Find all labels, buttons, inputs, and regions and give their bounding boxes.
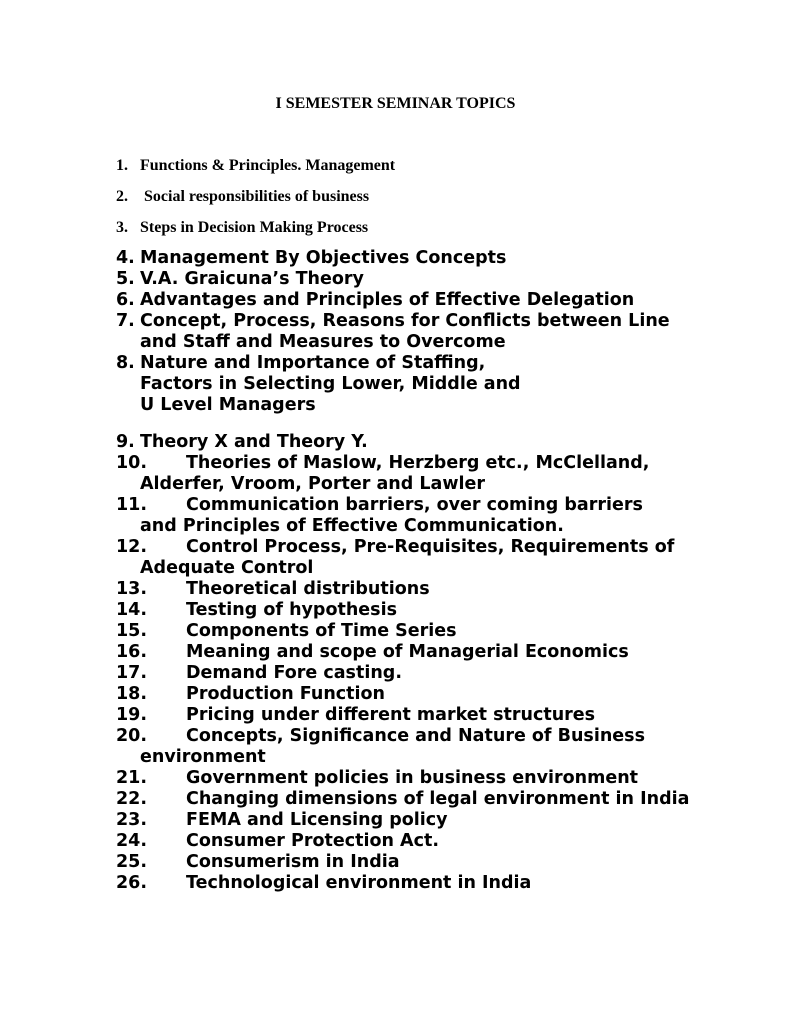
list-item-number: 2. [116, 188, 128, 205]
list-item [116, 873, 716, 894]
list-item [116, 269, 716, 290]
list-item [116, 705, 716, 726]
list-item-text: Nature and Importance of Staffing, Factors in Selecting Lower, Middle and U Level Managers [140, 353, 521, 415]
list-item-text: Theoretical distributions [186, 579, 430, 599]
list-item-number: 8. [116, 353, 135, 373]
list-item-number: 12. [116, 537, 148, 557]
list-item-number: 11. [116, 495, 148, 515]
list-item [116, 621, 716, 642]
list-item [116, 726, 716, 768]
list-item [116, 852, 670, 873]
list-item-number: 5. [116, 269, 135, 289]
list-item-number: 24. [116, 831, 148, 851]
list-item [116, 831, 716, 852]
list-item-number: 10. [116, 453, 148, 473]
list-item-text: Concepts, Significance and Nature of Business environment [140, 726, 646, 767]
list-item-number: 15. [116, 621, 148, 641]
list-item-number: 9. [116, 432, 135, 452]
list-item-number: 26. [116, 873, 148, 893]
list-item-text: Technological environment in India [186, 873, 532, 893]
list-item-number: 6. [116, 290, 135, 310]
list-item-number: 13. [116, 579, 148, 599]
list-item [116, 600, 716, 621]
page-title: I SEMESTER SEMINAR TOPICS [275, 95, 516, 112]
list-item-text: Social responsibilities of business [140, 188, 370, 205]
list-item-number: 25. [116, 852, 148, 872]
list-item-number: 16. [116, 642, 148, 662]
list-item [116, 642, 716, 663]
list-item [116, 936, 716, 957]
list-item [116, 789, 716, 810]
list-item [116, 248, 716, 269]
list-item-text: Concept, Process, Reasons for Conflicts between Line and Staff and Measures to Overcome [140, 311, 670, 352]
list-item-number: 1. [116, 157, 128, 174]
list-item-text: Communication barriers, over coming barriers and Principles of Effective Communication. [140, 495, 643, 536]
list-item [116, 353, 540, 416]
list-item-text: V.A. Graicuna’s Theory [140, 269, 364, 289]
list-item [116, 495, 670, 537]
list-item-text: Consumer Protection Act. [186, 831, 439, 851]
list-item-text: Components of Time Series [186, 621, 457, 641]
topic-list [116, 248, 716, 957]
list-item-number: 4. [116, 248, 135, 268]
list-item-text: Steps in Decision Making Process [140, 219, 369, 236]
list-item [116, 810, 670, 831]
list-item-number: 20. [116, 726, 148, 746]
list-item-text: FEMA and Licensing policy [186, 810, 448, 830]
list-item [116, 579, 716, 600]
list-item-text: Production Function [186, 684, 385, 704]
list-item-text: Management By Objectives Concepts [140, 248, 507, 268]
list-item-number: 23. [116, 810, 148, 830]
list-item-number: 19. [116, 705, 148, 725]
list-item-number: 18. [116, 684, 148, 704]
list-item-number: 22. [116, 789, 148, 809]
list-item-text: Government policies in business environment [186, 768, 639, 788]
list-item [116, 768, 716, 789]
list-item [116, 290, 716, 311]
list-item-text: Theories of Maslow, Herzberg etc., McClelland, Alderfer, Vroom, Porter and Lawler [140, 453, 650, 494]
list-item-text: Theory X and Theory Y. [140, 432, 368, 452]
list-item-number: 14. [116, 600, 148, 620]
list-item-number: 21. [116, 768, 148, 788]
list-item [116, 684, 716, 705]
list-item [116, 915, 716, 936]
list-item-text: Consumerism in India [186, 852, 400, 872]
list-item-text: Meaning and scope of Managerial Economics [186, 642, 629, 662]
list-item-text: Advantages and Principles of Effective Delegation [140, 290, 635, 310]
list-item-text: Changing dimensions of legal environment in India [186, 789, 690, 809]
list-item-text: Testing of hypothesis [186, 600, 398, 620]
list-item-text: Functions & Principles. Management [140, 157, 396, 174]
list-item [116, 311, 696, 353]
list-item-text: Control Process, Pre-Requisites, Requirements of Adequate Control [140, 537, 675, 578]
list-item-text: Demand Fore casting. [186, 663, 402, 683]
list-item [116, 537, 700, 579]
list-item-number: 3. [116, 219, 128, 236]
list-item [116, 663, 716, 684]
list-item-number: 7. [116, 311, 135, 331]
list-item [116, 432, 716, 453]
list-item-text: Pricing under different market structures [186, 705, 596, 725]
list-item [116, 894, 716, 915]
list-item-number: 17. [116, 663, 148, 683]
list-item [116, 453, 670, 495]
